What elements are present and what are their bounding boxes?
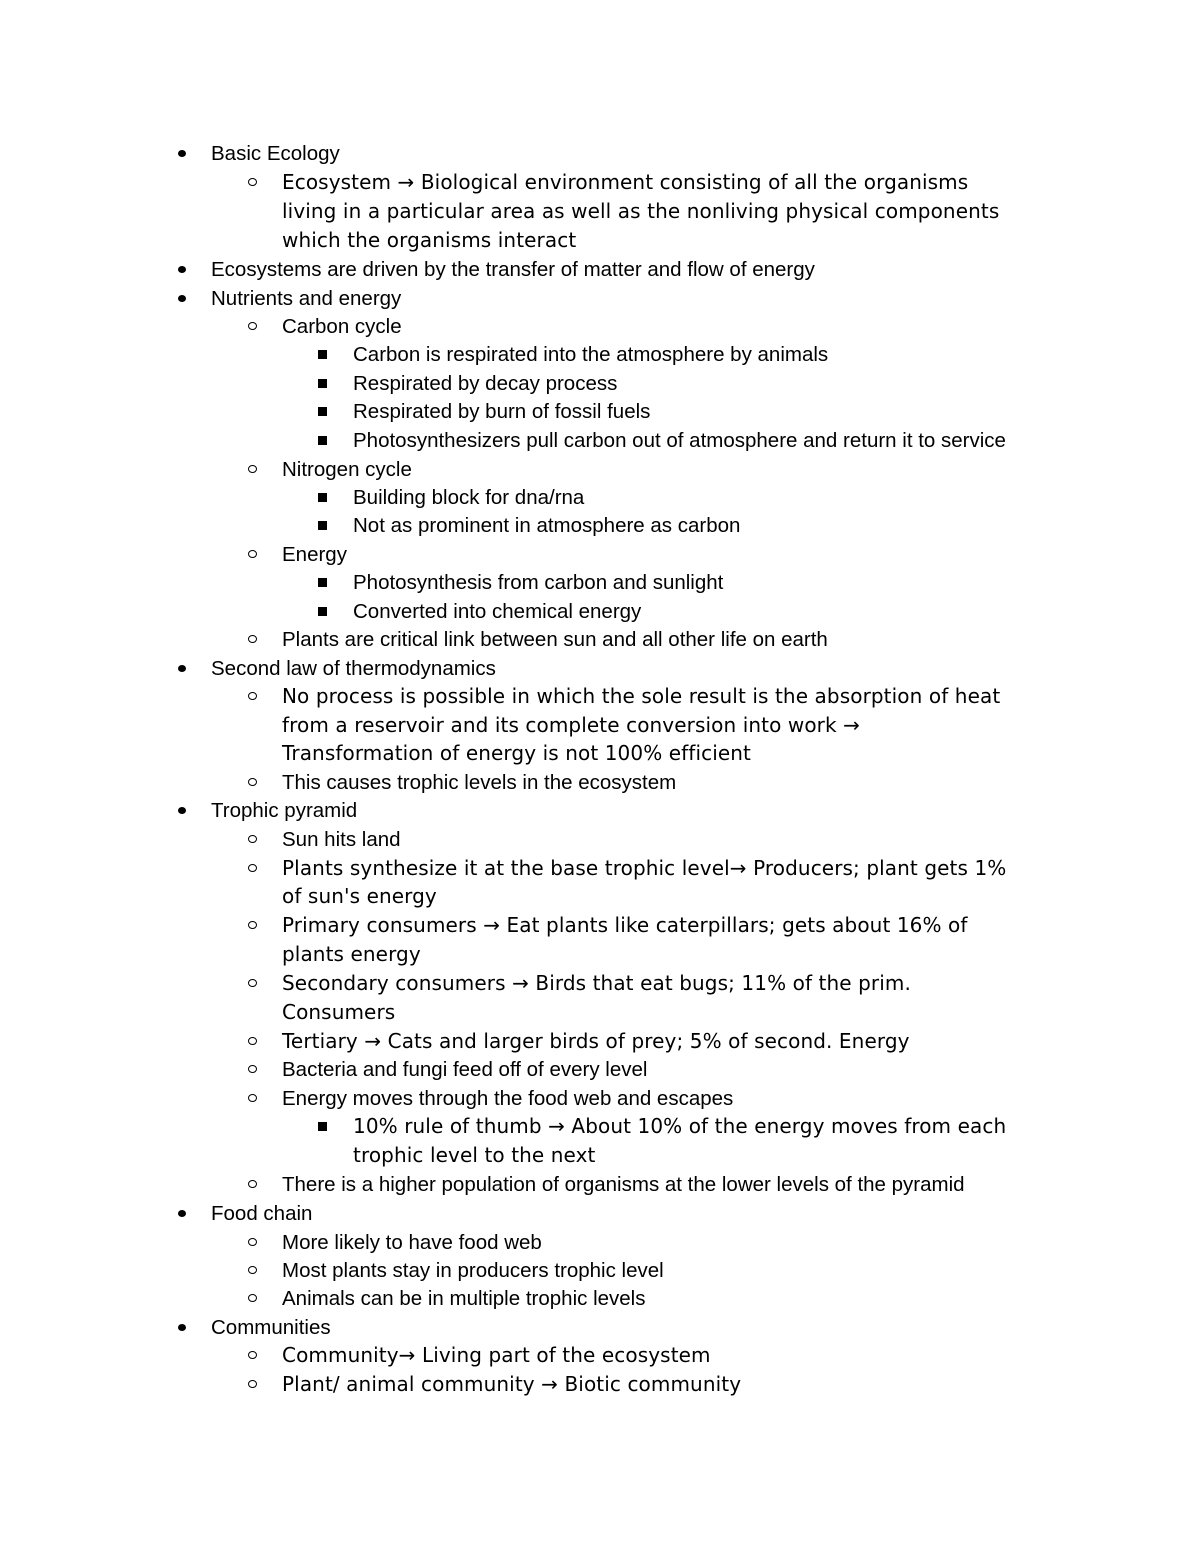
note-text: Not as prominent in atmosphere as carbon: [353, 514, 741, 537]
note-text: Bacteria and fungi feed off of every level: [282, 1058, 648, 1081]
note-text: Carbon is respirated into the atmosphere by animals: [353, 343, 829, 366]
note-text: Ecosystems are driven by the transfer of matter and flow of energy: [211, 258, 815, 281]
circle-bullet-icon: [248, 1266, 257, 1274]
disc-bullet-icon: [178, 150, 186, 157]
note-text: Primary consumers → Eat plants like caterpillars; gets about 16% of: [282, 913, 968, 937]
note-text: Plant/ animal community → Biotic community: [282, 1372, 742, 1396]
circle-bullet-icon: [248, 1065, 257, 1073]
note-text: Respirated by burn of fossil fuels: [353, 400, 651, 423]
note-text: Basic Ecology: [211, 142, 340, 165]
note-text: living in a particular area as well as the nonliving physical components: [282, 199, 1000, 223]
note-text: Secondary consumers → Birds that eat bugs; 11% of the prim.: [282, 971, 911, 995]
circle-bullet-icon: [248, 979, 257, 987]
square-bullet-icon: [318, 493, 327, 502]
note-text: plants energy: [282, 942, 421, 966]
square-bullet-icon: [318, 379, 327, 388]
note-text: Community→ Living part of the ecosystem: [282, 1343, 711, 1367]
circle-bullet-icon: [248, 1180, 257, 1188]
disc-bullet-icon: [178, 1324, 186, 1331]
note-text: Consumers: [282, 1000, 396, 1024]
note-text: Carbon cycle: [282, 315, 402, 338]
circle-bullet-icon: [248, 322, 257, 330]
note-text: Transformation of energy is not 100% efficient: [282, 741, 751, 765]
note-text: Animals can be in multiple trophic levels: [282, 1287, 646, 1310]
circle-bullet-icon: [248, 1294, 257, 1302]
note-text: Ecosystem → Biological environment consisting of all the organisms: [282, 170, 969, 194]
note-text: Photosynthesis from carbon and sunlight: [353, 571, 724, 594]
note-text: Plants are critical link between sun and all other life on earth: [282, 628, 828, 651]
note-text: More likely to have food web: [282, 1231, 542, 1254]
note-text: Energy moves through the food web and escapes: [282, 1087, 734, 1110]
note-text: Trophic pyramid: [211, 799, 358, 822]
circle-bullet-icon: [248, 1351, 257, 1359]
note-text: Converted into chemical energy: [353, 600, 642, 623]
disc-bullet-icon: [178, 266, 186, 273]
note-text: Nitrogen cycle: [282, 458, 412, 481]
square-bullet-icon: [318, 350, 327, 359]
square-bullet-icon: [318, 607, 327, 616]
circle-bullet-icon: [248, 692, 257, 700]
circle-bullet-icon: [248, 178, 257, 186]
circle-bullet-icon: [248, 1094, 257, 1102]
circle-bullet-icon: [248, 635, 257, 643]
circle-bullet-icon: [248, 1037, 257, 1045]
note-text: from a reservoir and its complete conversion into work →: [282, 713, 860, 737]
circle-bullet-icon: [248, 835, 257, 843]
circle-bullet-icon: [248, 550, 257, 558]
circle-bullet-icon: [248, 864, 257, 872]
note-text: Sun hits land: [282, 828, 401, 851]
note-text: Most plants stay in producers trophic level: [282, 1259, 664, 1282]
note-text: Food chain: [211, 1202, 313, 1225]
note-text: Respirated by decay process: [353, 372, 618, 395]
note-text: There is a higher population of organisms at the lower levels of the pyramid: [282, 1173, 965, 1196]
note-text: This causes trophic levels in the ecosystem: [282, 771, 677, 794]
disc-bullet-icon: [178, 295, 186, 302]
circle-bullet-icon: [248, 1380, 257, 1388]
note-text: Nutrients and energy: [211, 287, 402, 310]
note-text: Photosynthesizers pull carbon out of atmosphere and return it to service: [353, 429, 1006, 452]
disc-bullet-icon: [178, 665, 186, 672]
circle-bullet-icon: [248, 1238, 257, 1246]
note-text: Energy: [282, 543, 347, 566]
note-text: Communities: [211, 1316, 331, 1339]
circle-bullet-icon: [248, 921, 257, 929]
note-text: Tertiary → Cats and larger birds of prey; 5% of second. Energy: [282, 1029, 910, 1053]
note-text: which the organisms interact: [282, 228, 577, 252]
circle-bullet-icon: [248, 465, 257, 473]
note-text: trophic level to the next: [353, 1143, 596, 1167]
square-bullet-icon: [318, 1122, 327, 1131]
square-bullet-icon: [318, 578, 327, 587]
disc-bullet-icon: [178, 807, 186, 814]
square-bullet-icon: [318, 521, 327, 530]
circle-bullet-icon: [248, 778, 257, 786]
note-text: of sun's energy: [282, 884, 437, 908]
note-text: Building block for dna/rna: [353, 486, 585, 509]
square-bullet-icon: [318, 407, 327, 416]
note-text: Plants synthesize it at the base trophic level→ Producers; plant gets 1%: [282, 856, 1007, 880]
note-text: Second law of thermodynamics: [211, 657, 496, 680]
note-text: 10% rule of thumb → About 10% of the energy moves from each: [353, 1114, 1007, 1138]
disc-bullet-icon: [178, 1210, 186, 1217]
note-text: No process is possible in which the sole result is the absorption of heat: [282, 684, 1001, 708]
square-bullet-icon: [318, 436, 327, 445]
